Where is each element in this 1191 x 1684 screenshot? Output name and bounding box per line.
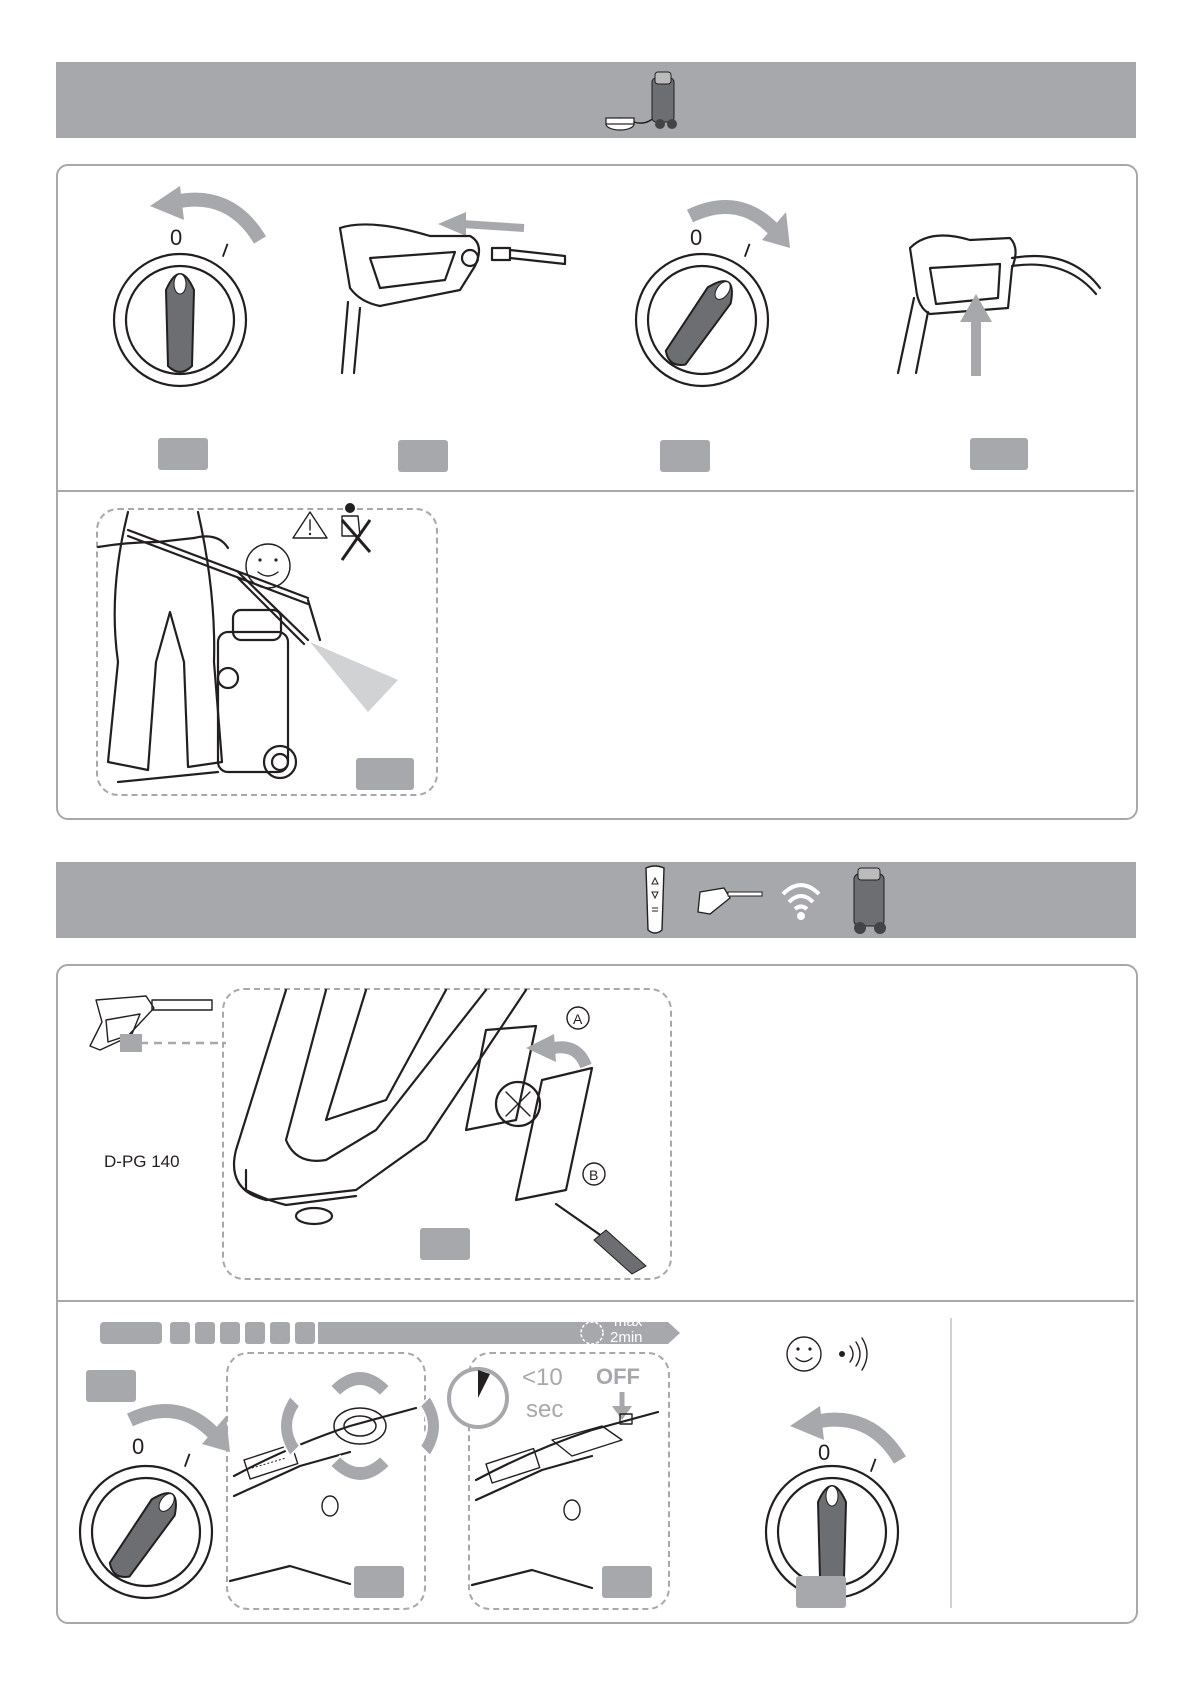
power-dial-on-icon: [632, 250, 772, 390]
step-badge-1: [158, 438, 208, 470]
panel-divider: [58, 490, 1134, 492]
step-badge-7: [86, 1370, 136, 1402]
step-badge-5: [356, 758, 414, 790]
leader-line: [140, 1040, 230, 1046]
max-label: max: [614, 1313, 643, 1330]
pull-trigger-icon: [890, 228, 1110, 388]
spray-gun-thumbnail-icon: [76, 990, 216, 1060]
operator-using-washer-illustration: [98, 512, 418, 782]
model-label: D-PG 140: [104, 1152, 180, 1171]
beep-sound-icon: [836, 1334, 876, 1374]
power-dial-on-icon: [76, 1462, 216, 1602]
svg-text:A: A: [573, 1011, 583, 1027]
off-label: OFF: [596, 1364, 640, 1389]
wireless-signal-icon: [779, 878, 823, 922]
rotate-left-arrow-icon: [150, 180, 270, 250]
power-dial-off-icon: [110, 250, 250, 390]
column-divider: [950, 1318, 952, 1608]
pairing-progress-bar: [100, 1318, 680, 1348]
rotate-left-arrow-icon: [790, 1400, 910, 1470]
timeout-unit: sec: [526, 1396, 564, 1423]
dial-zero-label: 0: [170, 225, 183, 250]
step-badge-4: [970, 438, 1028, 470]
spray-gun-handle-icon: [340, 218, 580, 378]
smiley-icon: [784, 1334, 824, 1374]
step-badge-6: [420, 1228, 470, 1260]
step-badge-9: [602, 1566, 652, 1598]
dial-one-label: I: [866, 1454, 880, 1478]
panel-divider: [58, 1300, 1134, 1302]
step-badge-2: [398, 440, 448, 472]
dial-one-label: I: [180, 1449, 194, 1473]
dial-zero-label: 0: [132, 1434, 145, 1459]
dial-one-label: I: [218, 239, 232, 263]
step-badge-8: [354, 1566, 404, 1598]
step-badge-3: [660, 440, 710, 472]
pressure-washer-icon: [848, 866, 892, 936]
step-badge-10: [796, 1576, 846, 1608]
section-header-2: [56, 862, 1136, 938]
remote-control-icon: [640, 864, 670, 936]
timeout-value: <10: [522, 1364, 563, 1391]
duration-label: 2min: [610, 1329, 643, 1346]
pressure-washer-hose-icon: [606, 68, 686, 138]
section-header-1: [56, 62, 1136, 138]
spray-gun-icon: [694, 884, 764, 924]
dial-zero-label: 0: [690, 225, 703, 250]
dial-one-label: I: [740, 239, 754, 263]
svg-text:B: B: [589, 1167, 599, 1183]
dial-zero-label: 0: [818, 1440, 831, 1465]
